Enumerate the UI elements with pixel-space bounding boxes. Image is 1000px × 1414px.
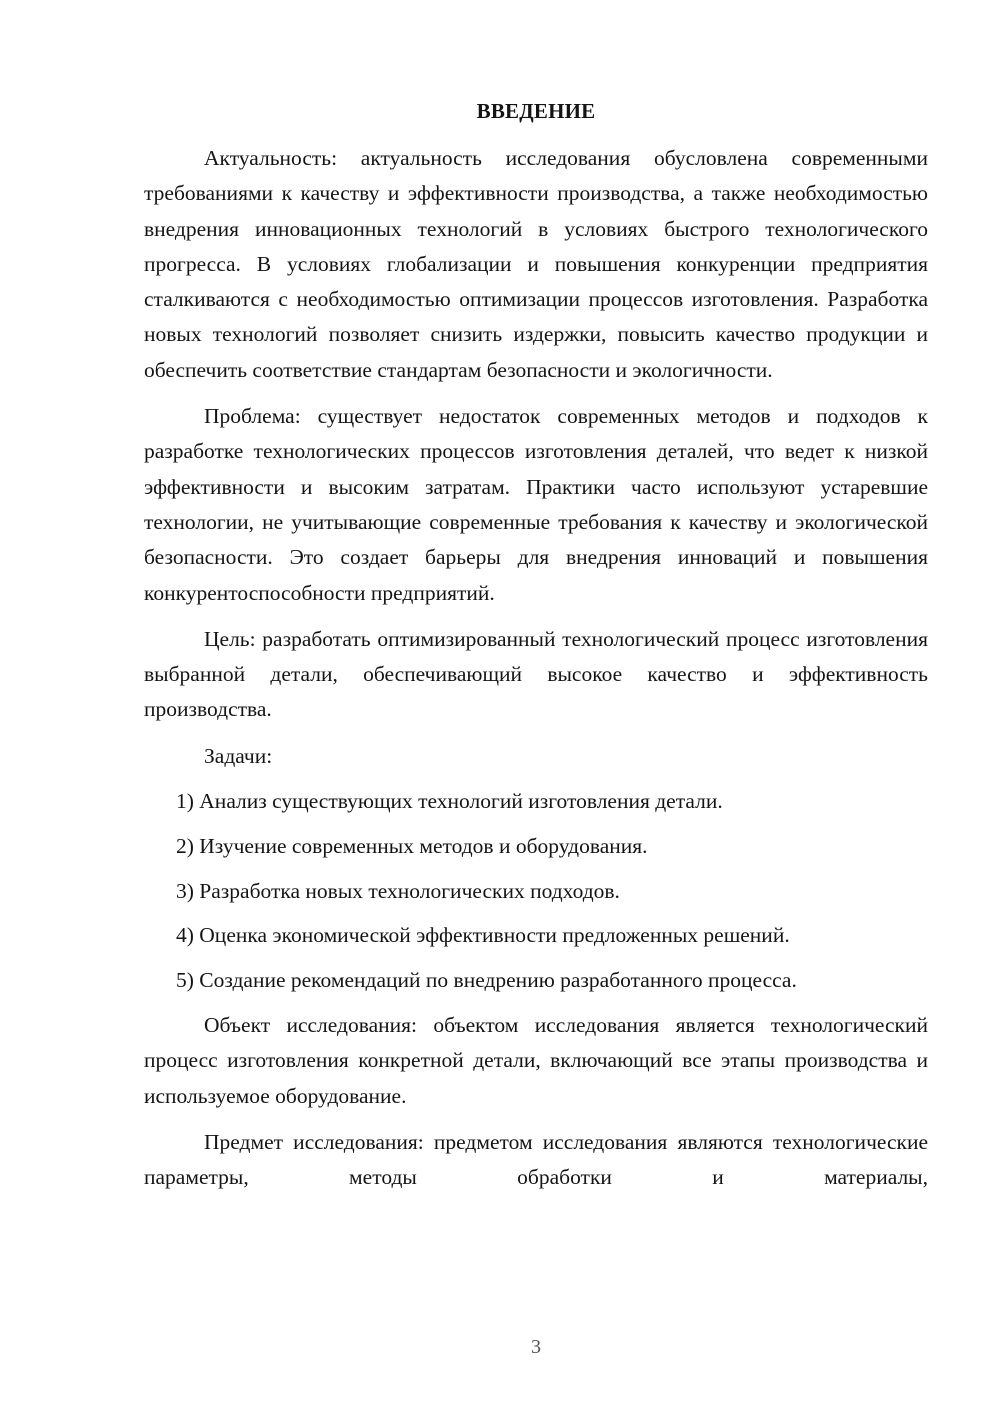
list-item: 2) Изучение современных методов и оборудования.	[176, 833, 648, 858]
paragraph-object: Объект исследования: объектом исследования является технологический процесс изготовления конкретной детали, включающий все этапы производства и используемое оборудование.	[144, 1013, 928, 1108]
paragraph-problem: Проблема: существует недостаток современных методов и подходов к разработке технологических процессов изготовления деталей, что ведет к низкой эффективности и высоким затратам. Практики часто используют устаревшие технологии, не учитывающие современные требования к качеству и экологической безопасности. Это создает барьеры для внедрения инноваций и повышения конкурентоспособности предприятий.	[144, 404, 928, 605]
paragraph-subject: Предмет исследования: предметом исследования являются технологические параметры, методы обработки и материалы,	[144, 1129, 928, 1190]
paragraph-relevance: Актуальность: актуальность исследования обусловлена современными требованиями к качеству и эффективности производства, а также необходимостью внедрения инновационных технологий в условиях быстрого технологического прогресса. В условиях глобализации и повышения конкуренции предприятия сталкиваются с необходимостью оптимизации процессов изготовления. Разработка новых технологий позволяет снизить издержки, повысить качество продукции и обеспечить соответствие стандартам безопасности и экологичности.	[144, 146, 928, 382]
page-number: 3	[531, 1336, 541, 1358]
list-item: 1) Анализ существующих технологий изготовления детали.	[176, 789, 723, 814]
document-body	[144, 94, 928, 1207]
list-item: 5) Создание рекомендаций по внедрению разработанного процесса.	[176, 968, 797, 993]
tasks-list	[144, 784, 928, 998]
list-item: 4) Оценка экономической эффективности предложенных решений.	[176, 923, 790, 948]
tasks-label: Задачи:	[204, 743, 273, 768]
list-item: 3) Разработка новых технологических подходов.	[176, 878, 620, 903]
section-heading: ВВЕДЕНИЕ	[476, 99, 596, 123]
paragraph-goal: Цель: разработать оптимизированный технологический процесс изготовления выбранной детали, обеспечивающий высокое качество и эффективность производства.	[144, 626, 928, 722]
